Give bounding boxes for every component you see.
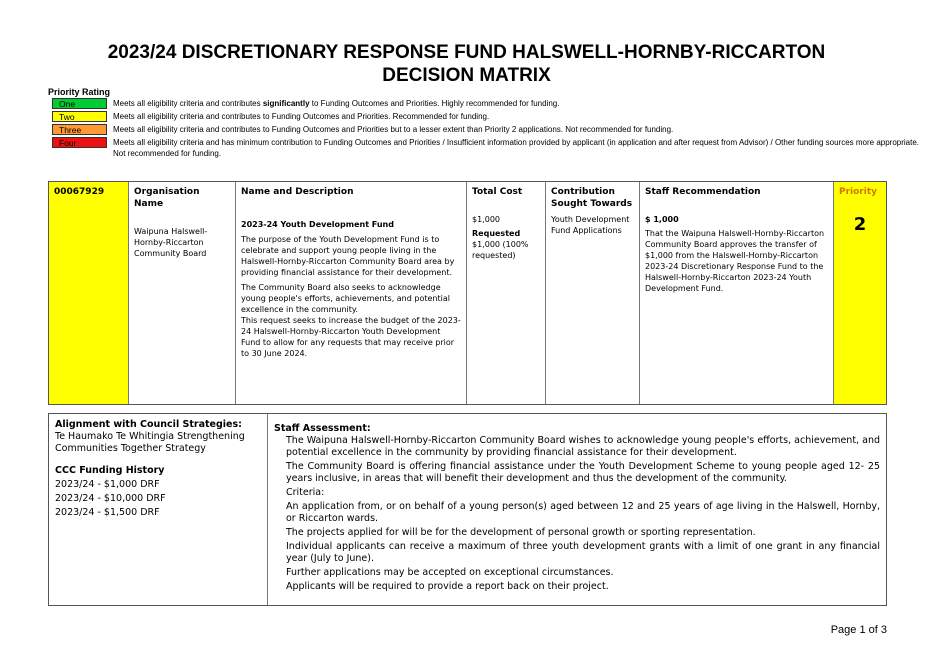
assessment-section — [48, 413, 887, 606]
name-desc-column — [236, 182, 467, 404]
priority-legend-row-three — [52, 124, 922, 137]
priority-desc-one-pre: Meets all eligibility criteria and contributes — [113, 99, 263, 108]
assessment-paragraph: Individual applicants can receive a maximum of three youth development grants with a limit of one grant in any financial year (July to June). — [286, 541, 880, 564]
contribution-value: Youth Development Fund Applications — [551, 215, 630, 235]
title-line-1: 2023/24 DISCRETIONARY RESPONSE FUND HALSWELL-HORNBY-RICCARTON — [107, 42, 826, 63]
alignment-pane — [49, 414, 268, 605]
staff-assessment-pane — [268, 414, 886, 605]
assessment-heading: Staff Assessment: — [274, 423, 371, 434]
assessment-paragraph: The Community Board is offering financial assistance under the Youth Development Scheme to young people aged 12- 25 years inclusive, in areas that will benefit their development and thus the development of the community. — [286, 461, 880, 484]
rec-amount: $ 1,000 — [645, 215, 679, 224]
desc-paragraph-2: The Community Board also seeks to acknowledge young people's efforts, achievements, and potential excellence in the community. — [241, 283, 450, 314]
application-id-cell — [49, 182, 129, 404]
priority-column — [834, 182, 886, 404]
contribution-header: Contribution Sought Towards — [551, 187, 633, 209]
requested-label: Requested — [472, 229, 521, 238]
priority-legend-row-four — [52, 137, 922, 161]
priority-swatch-four: Four — [52, 137, 107, 148]
priority-value: 2 — [853, 214, 867, 235]
priority-desc-three: Meets all eligibility criteria and contributes to Funding Outcomes and Priorities but to a lesser extent than Priority 2 applications. Not recommended for funding. — [113, 125, 674, 134]
total-cost-value: $1,000 — [472, 215, 500, 224]
priority-header: Priority — [839, 187, 877, 197]
assessment-paragraph: An application from, or on behalf of a young person(s) aged between 12 and 25 years of age living in the Halswell, Hornby, or Riccarton wards. — [286, 501, 880, 524]
assessment-paragraph: The Waipuna Halswell-Hornby-Riccarton Community Board wishes to acknowledge young people's efforts, achievement, and potential excellence in the community by providing financial assistance for their development. — [286, 435, 880, 458]
priority-swatch-three: Three — [52, 124, 107, 135]
desc-paragraph-1: The purpose of the Youth Development Fund is to celebrate and support young people living in the Halswell-Hornby-Riccarton Community Board area by providing financial assistance for their development. — [241, 235, 455, 277]
project-title: 2023-24 Youth Development Fund — [241, 220, 394, 229]
page-title — [0, 41, 933, 87]
rec-text: That the Waipuna Halswell-Hornby-Riccarton Community Board approves the transfer of $1,000 from the Halswell-Hornby-Riccarton 2023-24 Discretionary Response Fund to the Halswell-Hornby-Riccarton 2023-24 Youth Development Fund. — [645, 229, 825, 293]
assessment-paragraph: Criteria: — [286, 487, 325, 498]
total-cost-column — [467, 182, 546, 404]
priority-rating-heading: Priority Rating — [48, 87, 111, 97]
org-name: Waipuna Halswell-Hornby-Riccarton Community Board — [134, 227, 208, 258]
org-header: Organisation Name — [134, 187, 200, 209]
funding-history-item: 2023/24 - $1,500 DRF — [55, 507, 160, 518]
assessment-paragraph: Applicants will be required to provide a report back on their project. — [286, 581, 609, 592]
priority-swatch-two: Two — [52, 111, 107, 122]
org-column — [129, 182, 236, 404]
priority-desc-four: Meets all eligibility criteria and has minimum contribution to Funding Outcomes and Priorities / Insufficient information provided by applicant (in application and after request from Advisor) / Other funding sources more appropriate. Not recommended for funding. — [113, 138, 920, 158]
priority-desc-one-post: to Funding Outcomes and Priorities. Highly recommended for funding. — [309, 99, 560, 108]
funding-history-item: 2023/24 - $10,000 DRF — [55, 493, 166, 504]
funding-history-heading: CCC Funding History — [55, 465, 165, 476]
contribution-column — [546, 182, 640, 404]
priority-swatch-one: One — [52, 98, 107, 109]
funding-history-item: 2023/24 - $1,000 DRF — [55, 479, 160, 490]
desc-paragraph-3: This request seeks to increase the budget of the 2023-24 Halswell-Hornby-Riccarton Youth Development Fund to allow for any requests that may receive prior to 30 June 2024. — [241, 316, 461, 358]
assessment-paragraph: Further applications may be accepted on exceptional circumstances. — [286, 567, 614, 578]
priority-desc-one-bold: significantly — [262, 99, 310, 108]
staff-rec-header: Staff Recommendation — [645, 187, 761, 197]
priority-legend-row-one — [52, 98, 922, 111]
alignment-text: Te Haumako Te Whitingia Strengthening Communities Together Strategy — [55, 431, 245, 454]
priority-legend-row-two — [52, 111, 922, 124]
alignment-heading: Alignment with Council Strategies: — [55, 419, 242, 430]
total-cost-header: Total Cost — [472, 187, 523, 197]
title-line-2: DECISION MATRIX — [382, 65, 551, 86]
assessment-paragraph: The projects applied for will be for the development of personal growth or sporting representation. — [286, 527, 756, 538]
decision-matrix-table — [48, 181, 887, 405]
priority-desc-one — [113, 98, 923, 109]
name-desc-header: Name and Description — [241, 187, 354, 197]
page-number: Page 1 of 3 — [830, 624, 887, 636]
application-id: 00067929 — [54, 187, 105, 197]
staff-rec-column — [640, 182, 834, 404]
priority-desc-two: Meets all eligibility criteria and contributes to Funding Outcomes and Priorities. Recommended for funding. — [113, 112, 490, 121]
requested-value: $1,000 (100% requested) — [472, 240, 529, 260]
